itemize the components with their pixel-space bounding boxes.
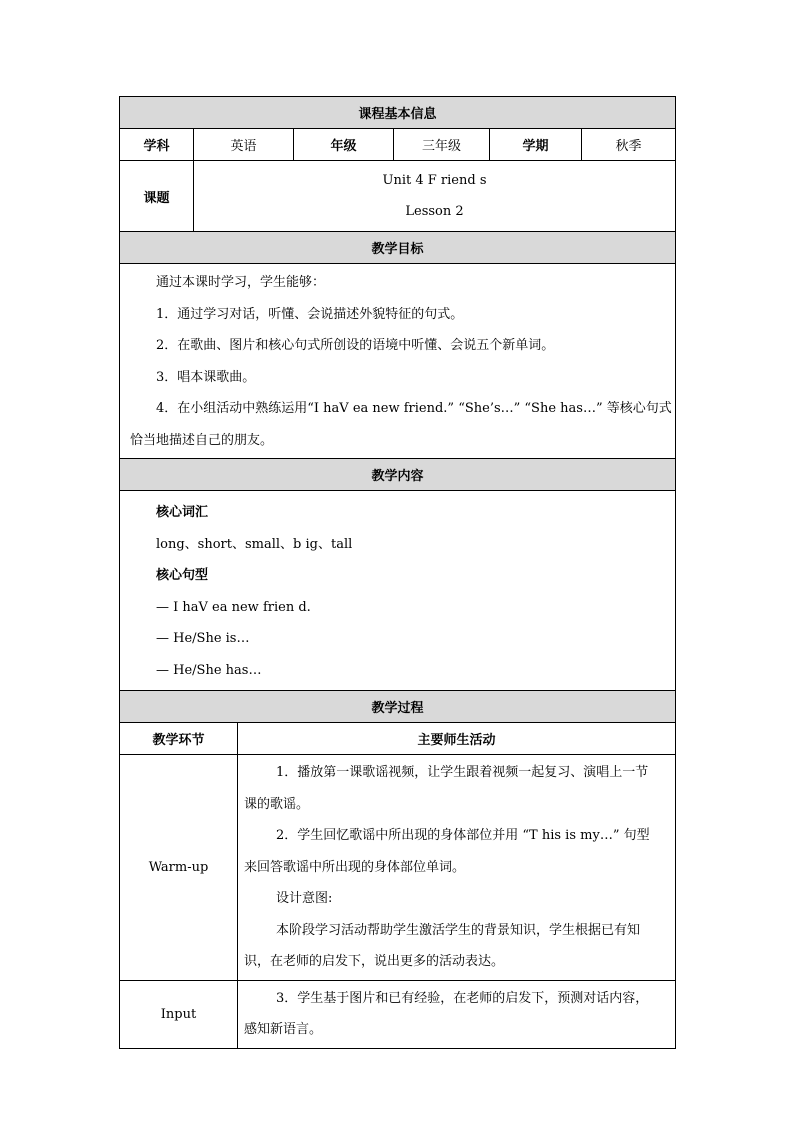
input-line-2: 感知新语言。 [244,1022,323,1037]
warmup-line-1: 1．播放第一课歌谣视频，让学生跟着视频一起复习、演唱上一节 [276,765,649,780]
grade-value: 三年级 [394,129,490,161]
objective-item-4-cont: 恰当地描述自己的朋友。 [130,432,274,448]
objectives-intro: 通过本课时学习，学生能够： [156,275,326,290]
vocab-title: 核心词汇 [156,505,209,520]
warmup-line-3: 2．学生回忆歌谣中所出现的身体部位并用 “T his is my…” 句型 [276,828,650,843]
input-activities [238,980,676,1048]
basic-info-header-row [120,97,676,129]
lesson-plan-table [119,96,676,1049]
activity-column-header: 主要师生活动 [238,723,676,755]
process-header-row [120,691,676,723]
sentence-3: — He/She has… [156,662,262,678]
topic-row [120,161,676,232]
sentence-1: — I haV ea new frien d. [156,599,311,615]
warmup-line-5: 设计意图: [276,891,333,906]
objectives-header: 教学目标 [120,232,676,264]
input-row [120,980,676,1048]
topic-unit: Unit 4 F riend s [382,173,487,188]
objectives-row [120,264,676,459]
lesson-plan-sheet [119,96,675,1049]
content-header: 教学内容 [120,459,676,491]
sentence-2: — He/She is… [156,631,250,646]
process-header: 教学过程 [120,691,676,723]
topic-label: 课题 [120,161,194,232]
warmup-line-2: 课的歌谣。 [244,796,310,812]
objectives-header-row [120,232,676,264]
subject-value: 英语 [194,129,294,161]
grade-label: 年级 [294,129,394,161]
content-body [120,491,676,691]
topic-value [194,161,676,232]
subject-grade-term-row [120,129,676,161]
content-header-row [120,459,676,491]
sentences-title: 核心句型 [156,568,209,583]
term-label: 学期 [490,129,582,161]
input-stage: Input [120,980,238,1048]
warmup-activities [238,755,676,981]
input-line-1: 3．学生基于图片和已有经验，在老师的启发下，预测对话内容， [276,990,649,1006]
term-value: 秋季 [582,129,676,161]
content-row [120,491,676,691]
warmup-line-6: 本阶段学习活动帮助学生激活学生的背景知识，学生根据已有知 [276,922,641,938]
warmup-stage: Warm-up [120,755,238,981]
warmup-line-4: 来回答歌谣中所出现的身体部位单词。 [244,859,466,875]
warmup-row [120,755,676,981]
topic-lesson: Lesson 2 [405,204,464,219]
objectives-body [120,264,676,459]
vocab-list: long、short、small、b ig、tall [156,536,353,552]
warmup-line-7: 识，在老师的启发下，说出更多的活动表达。 [244,954,505,969]
objective-item-2: 2．在歌曲、图片和核心句式所创设的语境中听懂、会说五个新单词。 [156,338,555,353]
objective-item-3: 3．唱本课歌曲。 [156,369,256,385]
subject-label: 学科 [120,129,194,161]
basic-info-header: 课程基本信息 [120,97,676,129]
process-columns-row [120,723,676,755]
stage-column-header: 教学环节 [120,723,238,755]
objective-item-1: 1．通过学习对话，听懂、会说描述外貌特征的句式。 [156,306,464,322]
objective-item-4: 4．在小组活动中熟练运用“I haV ea new friend.” “She’s…” “She has…” 等核心句式 [156,401,672,416]
